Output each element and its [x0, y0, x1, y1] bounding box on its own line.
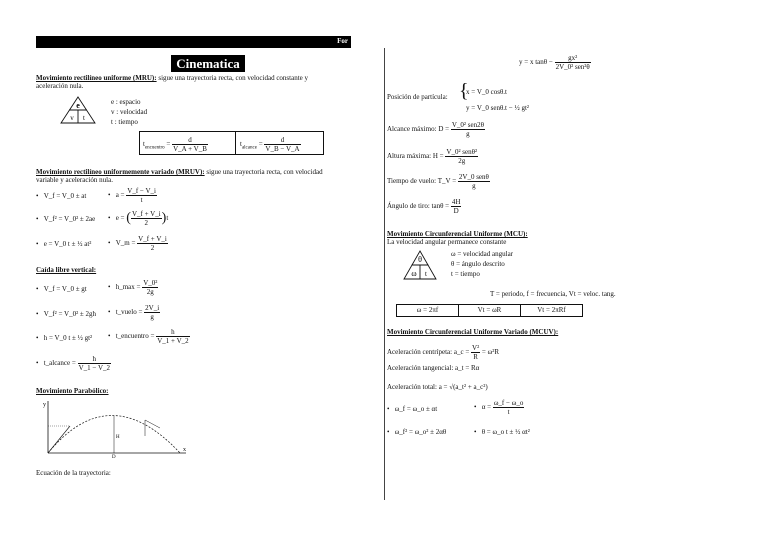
mcu-heading: Movimiento Circunferencial Uniforme (MCU):: [387, 230, 528, 238]
mcu-triangle: [403, 250, 437, 282]
mcu-tri-bl: ω: [411, 269, 417, 278]
mru-triangle: [60, 96, 96, 126]
header-label: For: [337, 37, 348, 45]
mruv-f2: • a = $\frac{V\_f - V\_i}{t}$: [108, 187, 156, 204]
pos-brace: {: [459, 80, 469, 102]
mcu-box-2: Vt = ωR: [459, 305, 521, 316]
altura-eq: Altura máxima: H = $\frac{\text{V\_0² senθ²}}{2g}$: [387, 148, 478, 165]
caida-heading: Caída libre vertical:: [36, 266, 97, 274]
mcu-tri-br: t: [425, 270, 427, 278]
mru-legend-e: e : espacio: [111, 98, 141, 106]
mcu-note: T = periodo, f = frecuencia, Vt = veloc. tang.: [490, 290, 616, 298]
alcance-eq: Alcance máximo: D = $\frac{\text{V\_0² sen2θ}}{g}$: [387, 121, 484, 138]
mcuv-heading: Movimiento Circunferencial Uniforme Variado (MCUV):: [387, 328, 559, 336]
caida-f6: • t_encuentro = $\frac{h}{V\_1 + V\_2}$: [108, 328, 189, 345]
mcuv-f2: • α = $\frac{\omega\_f - \omega\_o}{t}$: [474, 399, 524, 416]
parabolico-heading: Movimiento Parabólico:: [36, 387, 109, 395]
header-bar: [36, 36, 351, 48]
axis-y-label: y: [43, 402, 46, 408]
pos-x: x = V_0 cosθ.t: [466, 88, 508, 96]
pos-label: Posición de partícula:: [387, 93, 448, 101]
mru-heading: Movimiento rectilíneo uniforme (MRU):: [36, 74, 157, 82]
page-title: Cinematica: [171, 55, 245, 72]
column-divider: [384, 48, 385, 500]
traj-eq: y = x tanθ − $\frac{\text{gx²}}{\text{2V\_0² sen²θ}}$: [519, 54, 590, 71]
mcuv-centripeta: Aceleración centrípeta: a_c = $\frac{\text{V²}}{R}$ = ω²R: [387, 344, 499, 361]
mruv-desc: sigue una trayectoria recta, con velocidad: [204, 168, 323, 176]
pos-y: y = V_0 senθ.t − ½ gt²: [466, 104, 529, 112]
caida-f7: • t_alcance = $\frac{h}{V\_1 - V\_2}$: [36, 355, 111, 372]
mcu-legend: [451, 249, 513, 279]
tiempo-eq: Tiempo de vuelo: T_V = $\frac{\text{2V\_0 senθ}}{g}$: [387, 173, 489, 190]
mcuv-f1: • ω_f = ω_o ± αt: [387, 405, 438, 413]
mruv-f6: • V_m = $\frac{V\_f + V\_i}{2}$: [108, 235, 167, 252]
mcuv-total: Aceleración total: a = √(a_t² + a_c²): [387, 383, 488, 391]
height-label: H: [116, 435, 120, 440]
mcu-box-1: ω = 2πf: [397, 305, 459, 316]
range-label: D: [112, 455, 116, 458]
mru-tri-bl: v: [70, 114, 74, 122]
mcuv-f3: • ω_f² = ω_o² ± 2αθ: [387, 428, 447, 436]
mcu-tri-top: θ: [418, 255, 422, 264]
mcu-box-3: Vt = 2πRf: [537, 306, 566, 314]
caida-f4: • t_vuelo = $\frac{2V\_i}{g}$: [108, 304, 160, 321]
mcu-formula-box: [396, 304, 583, 317]
mru-intro: [36, 74, 381, 90]
trayectoria-label: Ecuación de la trayectoria:: [36, 469, 111, 477]
mru-legend-v: v : velocidad: [111, 108, 148, 116]
mcu-legend-w: ω = velocidad angular: [451, 250, 514, 258]
axis-x-label: x: [183, 447, 186, 453]
caida-f5: • h = V_0 t ± ½ gt²: [36, 334, 93, 342]
mru-tri-br: t: [83, 114, 85, 122]
mcuv-f4: • θ = ω_o t ± ½ αt²: [474, 428, 530, 436]
mruv-heading: Movimiento rectilíneo uniformemente variado (MRUV):: [36, 168, 205, 176]
mru-tri-top: e: [76, 101, 80, 110]
mruv-f4: • e = ( $\frac{V\_f + V\_i}{2}$ )t: [108, 210, 169, 227]
mruv-f5: • e = V_0 t ± ½ at²: [36, 240, 92, 248]
mruv-f1: • V_f = V_0 ± at: [36, 192, 87, 200]
mruv-desc2: variable y aceleración nula.: [36, 176, 113, 184]
angulo-eq: Ángulo de tiro: tanθ = $\frac{4H}{D}$: [387, 198, 461, 215]
parabola-diagram: [40, 398, 190, 460]
mruv-intro: [36, 168, 381, 184]
t-encuentro: $t_{encuentro}$ = $\frac{d}{V\_A + V\_B}$: [143, 136, 207, 153]
mru-formula-box: [139, 131, 324, 155]
mru-desc: sigue una trayectoria recta, con velocidad constante y: [156, 74, 308, 82]
mru-legend: [111, 97, 147, 127]
caida-f2: • h_max = $\frac{\text{V\_0²}}{2g}$: [108, 279, 158, 296]
caida-f3: • V_f² = V_0² ± 2gh: [36, 310, 97, 318]
mcu-desc: La velocidad angular permanece constante: [387, 238, 507, 246]
mcuv-tangencial: Aceleración tangencial: a_t = Rα: [387, 364, 480, 372]
mru-desc2: aceleración nula.: [36, 82, 84, 90]
mcu-legend-t: t = tiempo: [451, 270, 480, 278]
pos-system: [466, 84, 529, 116]
caida-f1: • V_f = V_0 ± gt: [36, 285, 87, 293]
t-alcance: $t_{alcance}$ = $\frac{d}{V\_B - V\_A}$: [240, 136, 300, 153]
mru-legend-t: t : tiempo: [111, 118, 138, 126]
mcu-legend-theta: θ = ángulo descrito: [451, 260, 505, 268]
mruv-f3: • V_f² = V_0² ± 2ae: [36, 215, 96, 223]
